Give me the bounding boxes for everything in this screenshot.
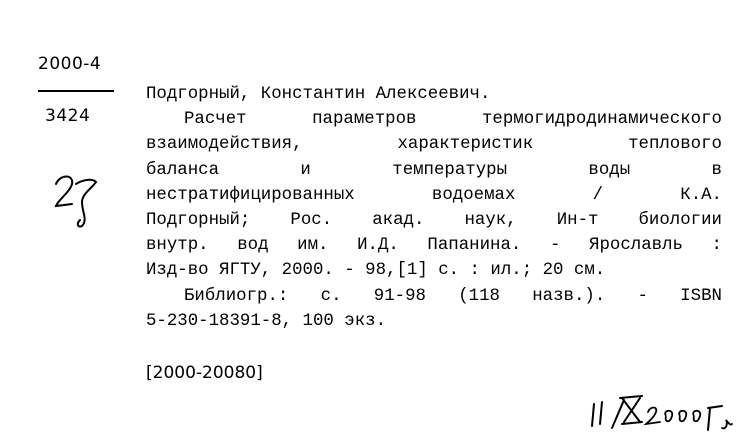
title-line: взаимодействия, характеристик теплового <box>146 135 722 155</box>
title-line: Изд-во ЯГТУ, 2000. - 98,[1] с. : ил.; 20 см. <box>146 261 606 281</box>
title-line: Расчет параметров термогидродинамического <box>184 110 722 130</box>
call-number-bottom: 3424 <box>45 106 91 126</box>
author-heading: Подгорный, Константин Алексеевич. <box>146 85 491 104</box>
title-line: баланса и температуры воды в <box>146 160 722 180</box>
bibliographic-entry <box>146 82 722 334</box>
handwritten-mark <box>52 170 102 230</box>
record-number: [2000-20080] <box>146 363 263 383</box>
handwritten-date <box>588 392 736 436</box>
call-number-divider <box>38 90 114 92</box>
isbn-line: 5-230-18391-8, 100 экз. <box>146 311 387 331</box>
call-number-top: 2000-4 <box>38 54 102 74</box>
title-line: нестратифицированных водоемах / К.А. <box>146 185 722 205</box>
title-line: Подгорный; Рос. акад. наук, Ин-т биологии <box>146 210 722 230</box>
title-line: внутр. вод им. И.Д. Папанина. - Ярославль : <box>146 236 722 256</box>
bibliography-note: Библиогр.: с. 91-98 (118 назв.). - ISBN <box>184 286 722 306</box>
